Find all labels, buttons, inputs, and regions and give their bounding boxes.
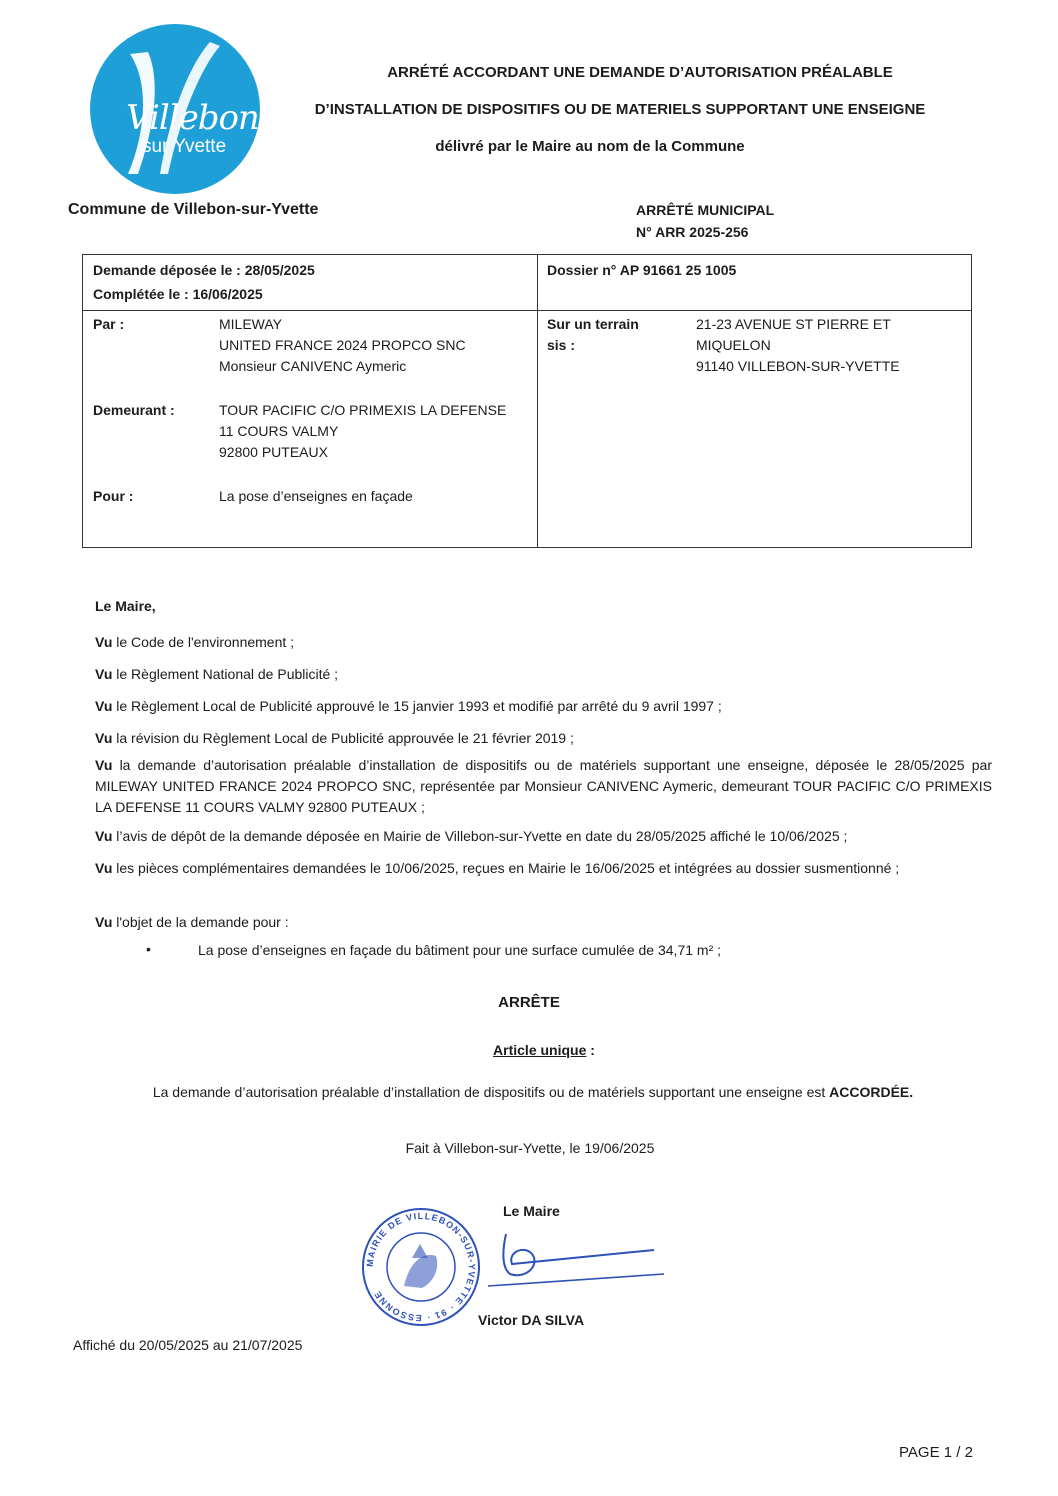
arrete-number: N° ARR 2025-256 <box>636 224 749 240</box>
mairie-stamp <box>362 1208 480 1326</box>
logo-line-1: Villebon <box>126 98 259 138</box>
logo-line-2: sur Yvette <box>142 136 227 157</box>
fait-a: Fait à Villebon-sur-Yvette, le 19/06/2025 <box>405 1140 655 1156</box>
commune-name: Commune de Villebon-sur-Yvette <box>68 201 319 218</box>
header-line-3: délivré par le Maire au nom de la Commune <box>435 138 745 155</box>
dossier-number: Dossier n° AP 91661 25 1005 <box>547 262 737 278</box>
vu-paragraph: Vu les pièces complémentaires demandées le 10/06/2025, reçues en Mairie le 16/06/2025 et intégrées au dossier susmentionné ; <box>95 860 900 876</box>
le-maire-heading: Le Maire, <box>95 598 156 614</box>
par-line: Monsieur CANIVENC Aymeric <box>219 358 407 374</box>
affiche-period: Affiché du 20/05/2025 au 21/07/2025 <box>73 1337 303 1353</box>
par-line: MILEWAY <box>219 316 283 332</box>
terrain-label: Sur un terrain <box>547 316 639 332</box>
pour-label: Pour : <box>93 488 134 504</box>
vu-paragraph: Vu la demande d’autorisation préalable d’installation de dispositifs ou de matériels supportant une enseigne, déposée le 28/05/2025 par MILEWAY UNITED FRANCE 2024 PROPCO SNC, représentée par Monsieur CANIVENC Aymeric, demeurant TOUR PACIFIC C/O PRIMEXIS LA DEFENSE 11 COURS VALMY 92800 PUTEAUX ; <box>95 757 992 815</box>
arrete-heading: ARRÊTE <box>498 994 560 1011</box>
signature-title: Le Maire <box>503 1203 560 1219</box>
villebon-logo <box>90 24 260 194</box>
par-line: UNITED FRANCE 2024 PROPCO SNC <box>219 337 466 353</box>
demeurant-line: TOUR PACIFIC C/O PRIMEXIS LA DEFENSE <box>219 402 507 418</box>
page-number: PAGE 1 / 2 <box>899 1444 973 1461</box>
vu-paragraph: Vu l’avis de dépôt de la demande déposée en Mairie de Villebon-sur-Yvette en date du 28/05/2025 affiché le 10/06/2025 ; <box>95 828 848 844</box>
bullet-icon: • <box>146 941 151 957</box>
bullet-text: La pose d’enseignes en façade du bâtiment pour une surface cumulée de 34,71 m² ; <box>198 942 722 958</box>
terrain-line: MIQUELON <box>696 337 771 353</box>
terrain-line: 91140 VILLEBON-SUR-YVETTE <box>696 358 900 374</box>
header-line-2: D’INSTALLATION DE DISPOSITIFS OU DE MATERIELS SUPPORTANT UNE ENSEIGNE <box>314 101 926 118</box>
vu-paragraph: Vu le Règlement Local de Publicité approuvé le 15 janvier 1993 et modifié par arrêté du 9 avril 1997 ; <box>95 698 722 714</box>
demande-deposee: Demande déposée le : 28/05/2025 <box>93 262 315 278</box>
demande-completee: Complétée le : 16/06/2025 <box>93 286 263 302</box>
article-heading: Article unique : <box>493 1042 595 1058</box>
vu-paragraph: Vu la révision du Règlement Local de Publicité approuvée le 21 février 2019 ; <box>95 730 574 746</box>
arrete-municipal-title: ARRÊTÉ MUNICIPAL <box>636 202 775 218</box>
demeurant-line: 92800 PUTEAUX <box>219 444 328 460</box>
info-table <box>82 254 972 548</box>
table-divider-vertical <box>537 255 538 547</box>
demeurant-label: Demeurant : <box>93 402 175 418</box>
par-label: Par : <box>93 316 125 332</box>
vu-paragraph: Vu le Règlement National de Publicité ; <box>95 666 339 682</box>
table-divider-horizontal <box>83 310 971 311</box>
stamp-text: MAIRIE DE VILLEBON-SUR-YVETTE · 91 · ESSONNE <box>364 1210 478 1324</box>
vu-paragraph: Vu le Code de l'environnement ; <box>95 634 295 650</box>
demeurant-line: 11 COURS VALMY <box>219 423 339 439</box>
vu-paragraph: Vu l'objet de la demande pour : <box>95 914 289 930</box>
maire-name: Victor DA SILVA <box>478 1312 585 1328</box>
header-line-1: ARRÉTÉ ACCORDANT UNE DEMANDE D’AUTORISATION PRÉALABLE <box>387 64 893 81</box>
pour-value: La pose d’enseignes en façade <box>219 488 413 504</box>
terrain-line: 21-23 AVENUE ST PIERRE ET <box>696 316 891 332</box>
decision-text: La demande d’autorisation préalable d’installation de dispositifs ou de matériels supportant une enseigne est ACCORDÉE. <box>152 1084 914 1100</box>
stamp-ring-icon <box>362 1208 480 1326</box>
signature-icon <box>484 1228 668 1290</box>
terrain-label-sis: sis : <box>547 337 576 353</box>
